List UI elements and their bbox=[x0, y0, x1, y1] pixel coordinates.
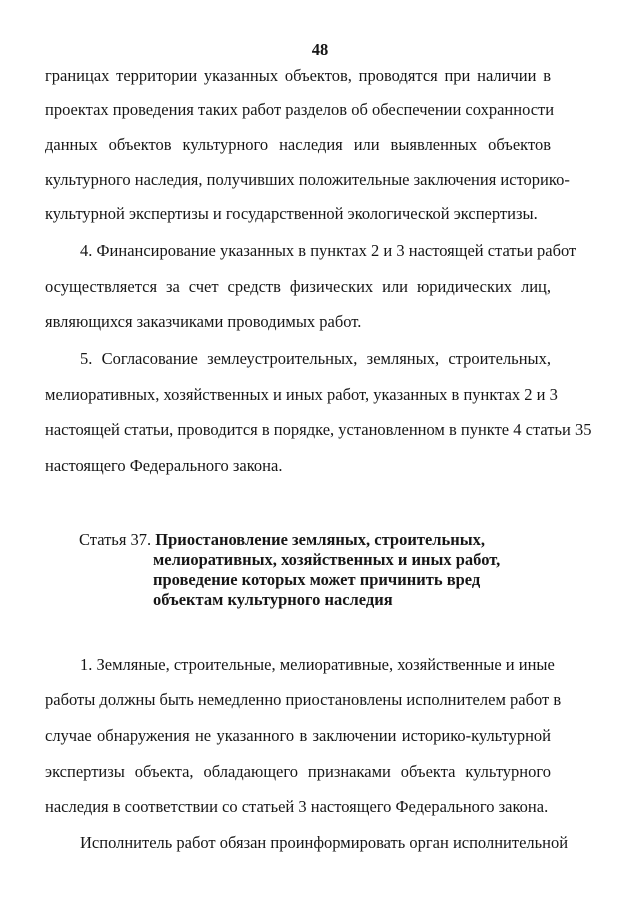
text-line: 5. Согласование землеустроительных, земляных, строительных, bbox=[80, 349, 551, 368]
text-line: 1. Земляные, строительные, мелиоративные, хозяйственные и иные bbox=[80, 655, 555, 674]
text-line: работы должны быть немедленно приостановлены исполнителем работ в bbox=[45, 690, 562, 709]
text-line: настоящего Федерального закона. bbox=[45, 456, 283, 475]
text-line: настоящей статьи, проводится в порядке, установленном в пункте 4 статьи 35 bbox=[45, 420, 592, 439]
article-number: Статья 37. bbox=[79, 530, 152, 549]
text-line: осуществляется за счет средств физических или юридических лиц, bbox=[45, 277, 551, 296]
text-line: культурной экспертизы и государственной экологической экспертизы. bbox=[45, 204, 538, 223]
text-line: 4. Финансирование указанных в пунктах 2 и 3 настоящей статьи работ bbox=[80, 241, 577, 260]
article-title-text: Приостановление земляных, строительных, bbox=[155, 530, 486, 549]
article-heading-line: мелиоративных, хозяйственных и иных работ, bbox=[153, 550, 501, 569]
text-line: Исполнитель работ обязан проинформировать орган исполнительной bbox=[80, 833, 569, 852]
text-line: данных объектов культурного наследия или выявленных объектов bbox=[45, 135, 551, 154]
article-heading-line: объектам культурного наследия bbox=[153, 590, 393, 609]
page-number: 48 bbox=[311, 40, 329, 59]
text-line: культурного наследия, получивших положительные заключения историко- bbox=[45, 170, 570, 189]
text-line: экспертизы объекта, обладающего признаками объекта культурного bbox=[45, 762, 551, 781]
article-heading-line bbox=[79, 530, 485, 550]
text-line: случае обнаружения не указанного в заключении историко-культурной bbox=[45, 726, 551, 745]
text-line: проектах проведения таких работ разделов об обеспечении сохранности bbox=[45, 100, 555, 119]
text-line: мелиоративных, хозяйственных и иных работ, указанных в пунктах 2 и 3 bbox=[45, 385, 558, 404]
text-line: границах территории указанных объектов, проводятся при наличии в bbox=[45, 66, 551, 85]
article-heading-line: проведение которых может причинить вред bbox=[153, 570, 481, 589]
text-line: наследия в соответствии со статьей 3 настоящего Федерального закона. bbox=[45, 797, 549, 816]
text-line: являющихся заказчиками проводимых работ. bbox=[45, 312, 362, 331]
